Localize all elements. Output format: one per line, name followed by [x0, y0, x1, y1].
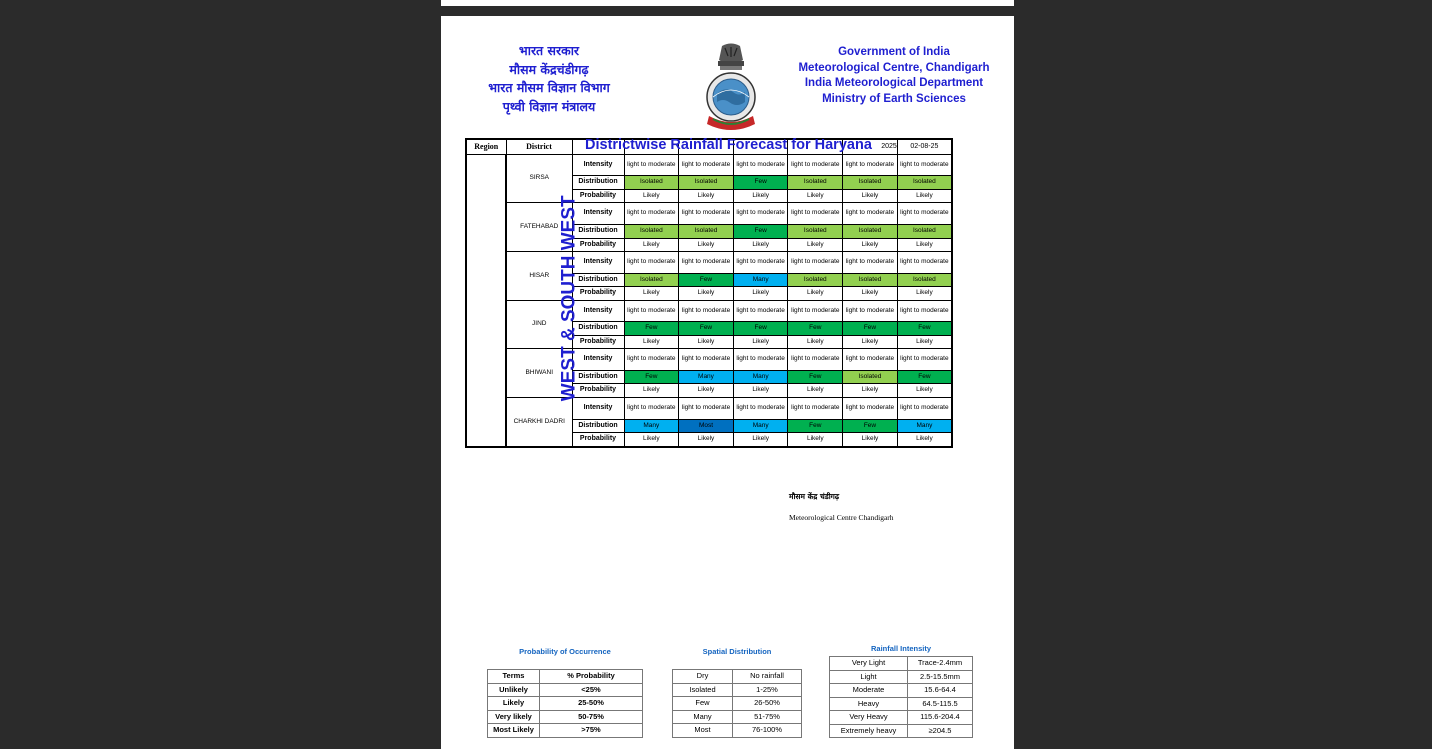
legend-cell: Light	[830, 670, 908, 684]
legend-cell: 51-75%	[733, 710, 802, 724]
intensity-cell: light to moderate	[897, 300, 952, 322]
parameter-label: Probability	[572, 335, 624, 349]
signature-hindi: मौसम केंद्र चंडीगढ़	[789, 492, 840, 501]
intensity-cell: light to moderate	[679, 349, 734, 371]
parameter-label: Probability	[572, 238, 624, 252]
intensity-cell: light to moderate	[897, 203, 952, 225]
parameter-label: Intensity	[572, 398, 624, 420]
parameter-label: Probability	[572, 433, 624, 447]
parameter-label: Distribution	[572, 370, 624, 384]
distribution-cell: Many	[897, 419, 952, 433]
intensity-cell: light to moderate	[843, 349, 898, 371]
intensity-legend-table	[829, 656, 973, 738]
intensity-cell: light to moderate	[733, 252, 788, 274]
hindi-header-line: मौसम केंद्रचंडीगढ़	[509, 61, 589, 77]
district-name: BHIWANI	[506, 349, 572, 398]
distribution-cell: Isolated	[843, 176, 898, 190]
legend-cell: 26-50%	[733, 697, 802, 711]
distribution-cell: Few	[897, 322, 952, 336]
intensity-cell: light to moderate	[733, 300, 788, 322]
legend-cell: Extremely heavy	[830, 724, 908, 738]
intensity-legend-title: Rainfall Intensity	[870, 644, 931, 653]
legend-cell: Many	[673, 710, 733, 724]
district-intensity-row	[466, 154, 952, 176]
distribution-cell: Few	[679, 273, 734, 287]
probability-cell: Likely	[843, 287, 898, 301]
intensity-cell: light to moderate	[843, 154, 898, 176]
parameter-label: Distribution	[572, 273, 624, 287]
distribution-cell: Many	[733, 370, 788, 384]
distribution-cell: Many	[679, 370, 734, 384]
legend-row	[488, 710, 643, 724]
parameter-label: Distribution	[572, 322, 624, 336]
intensity-cell: light to moderate	[843, 203, 898, 225]
region-label: WEST & SOUTH WEST	[558, 195, 580, 402]
distribution-cell: Isolated	[843, 224, 898, 238]
probability-cell: Likely	[679, 335, 734, 349]
distribution-cell: Isolated	[624, 176, 679, 190]
legend-header-cell: Terms	[488, 670, 540, 684]
intensity-cell: light to moderate	[679, 154, 734, 176]
forecast-title: Districtwise Rainfall Forecast for Haryana	[585, 137, 872, 153]
legend-header-row	[488, 670, 643, 684]
parameter-label: Probability	[572, 189, 624, 203]
probability-cell: Likely	[897, 238, 952, 252]
probability-cell: Likely	[843, 384, 898, 398]
distribution-cell: Few	[624, 322, 679, 336]
legend-cell: No rainfall	[733, 670, 802, 684]
legend-cell: 1-25%	[733, 683, 802, 697]
intensity-cell: light to moderate	[788, 398, 843, 420]
intensity-cell: light to moderate	[624, 349, 679, 371]
probability-cell: Likely	[843, 238, 898, 252]
signature-english: Meteorological Centre Chandigarh	[789, 513, 894, 522]
intensity-cell: light to moderate	[788, 300, 843, 322]
distribution-cell: Most	[679, 419, 734, 433]
national-emblem-logo	[703, 42, 759, 136]
district-intensity-row	[466, 203, 952, 225]
distribution-cell: Isolated	[843, 370, 898, 384]
distribution-cell: Few	[733, 322, 788, 336]
intensity-cell: light to moderate	[788, 203, 843, 225]
legend-cell: 50-75%	[540, 710, 643, 724]
legend-cell: Very Heavy	[830, 711, 908, 725]
distribution-cell: Isolated	[788, 176, 843, 190]
distribution-cell: Few	[624, 370, 679, 384]
probability-cell: Likely	[788, 384, 843, 398]
parameter-label: Intensity	[572, 349, 624, 371]
parameter-label: Intensity	[572, 252, 624, 274]
intensity-cell: light to moderate	[733, 349, 788, 371]
probability-cell: Likely	[624, 238, 679, 252]
parameter-label: Probability	[572, 384, 624, 398]
intensity-cell: light to moderate	[788, 349, 843, 371]
probability-cell: Likely	[733, 384, 788, 398]
district-intensity-row	[466, 300, 952, 322]
parameter-label: Distribution	[572, 224, 624, 238]
probability-legend-table	[487, 669, 643, 738]
legend-cell: Dry	[673, 670, 733, 684]
probability-cell: Likely	[679, 189, 734, 203]
legend-cell: Trace-2.4mm	[908, 657, 973, 671]
district-name: CHARKHI DADRI	[506, 398, 572, 447]
intensity-cell: light to moderate	[788, 252, 843, 274]
district-intensity-row	[466, 349, 952, 371]
district-name: FATEHABAD	[506, 203, 572, 252]
intensity-cell: light to moderate	[788, 154, 843, 176]
probability-cell: Likely	[733, 433, 788, 447]
probability-cell: Likely	[624, 384, 679, 398]
distribution-cell: Few	[897, 370, 952, 384]
distribution-cell: Isolated	[897, 273, 952, 287]
intensity-cell: light to moderate	[624, 300, 679, 322]
region-column-header: Region	[466, 139, 506, 154]
parameter-label: Probability	[572, 287, 624, 301]
legend-cell: 15.6-64.4	[908, 684, 973, 698]
probability-cell: Likely	[788, 189, 843, 203]
legend-cell: Likely	[488, 697, 540, 711]
legend-row	[673, 724, 802, 738]
legend-cell: Moderate	[830, 684, 908, 698]
distribution-cell: Isolated	[788, 273, 843, 287]
legend-cell: ≥204.5	[908, 724, 973, 738]
intensity-cell: light to moderate	[733, 154, 788, 176]
hindi-header-line: भारत मौसम विज्ञान विभाग	[488, 80, 610, 95]
english-header-line: Ministry of Earth Sciences	[822, 92, 966, 105]
probability-cell: Likely	[897, 433, 952, 447]
probability-cell: Likely	[733, 287, 788, 301]
legend-cell: 115.6-204.4	[908, 711, 973, 725]
intensity-cell: light to moderate	[897, 252, 952, 274]
probability-cell: Likely	[788, 238, 843, 252]
legend-cell: 64.5-115.5	[908, 697, 973, 711]
hindi-header-line: भारत सरकार	[518, 43, 580, 58]
probability-cell: Likely	[788, 287, 843, 301]
hindi-header-line: पृथ्वी विज्ञान मंत्रालय	[502, 98, 596, 114]
intensity-cell: light to moderate	[679, 300, 734, 322]
legend-cell: Very likely	[488, 710, 540, 724]
legend-header-cell: % Probability	[540, 670, 643, 684]
intensity-cell: light to moderate	[733, 203, 788, 225]
english-header	[789, 45, 999, 107]
parameter-label: Intensity	[572, 154, 624, 176]
intensity-cell: light to moderate	[843, 300, 898, 322]
distribution-cell: Isolated	[897, 224, 952, 238]
probability-cell: Likely	[624, 287, 679, 301]
intensity-cell: light to moderate	[679, 398, 734, 420]
distribution-cell: Many	[733, 273, 788, 287]
legend-row	[673, 710, 802, 724]
distribution-cell: Few	[788, 370, 843, 384]
district-intensity-row	[466, 252, 952, 274]
intensity-cell: light to moderate	[679, 203, 734, 225]
distribution-cell: Isolated	[897, 176, 952, 190]
date-column-header: 02-08-25	[897, 139, 952, 154]
probability-cell: Likely	[733, 189, 788, 203]
distribution-cell: Many	[733, 419, 788, 433]
intensity-cell: light to moderate	[897, 398, 952, 420]
distribution-cell: Isolated	[843, 273, 898, 287]
distribution-cell: Isolated	[788, 224, 843, 238]
previous-page-edge	[441, 0, 1014, 6]
district-name: JIND	[506, 300, 572, 349]
legend-cell: Few	[673, 697, 733, 711]
probability-cell: Likely	[679, 238, 734, 252]
intensity-cell: light to moderate	[733, 398, 788, 420]
legend-cell: Very Light	[830, 657, 908, 671]
legend-row	[830, 684, 973, 698]
intensity-cell: light to moderate	[897, 349, 952, 371]
district-name: HISAR	[506, 252, 572, 301]
intensity-cell: light to moderate	[679, 252, 734, 274]
spatial-legend-table	[672, 669, 802, 738]
legend-row	[830, 670, 973, 684]
district-name: SIRSA	[506, 154, 572, 203]
distribution-cell: Few	[679, 322, 734, 336]
probability-cell: Likely	[897, 287, 952, 301]
distribution-cell: Isolated	[679, 176, 734, 190]
legend-row	[488, 697, 643, 711]
legend-cell: Most Likely	[488, 724, 540, 738]
distribution-cell: Many	[624, 419, 679, 433]
distribution-cell: Few	[843, 322, 898, 336]
english-header-line: Meteorological Centre, Chandigarh	[798, 61, 990, 74]
legend-cell: 76-100%	[733, 724, 802, 738]
distribution-cell: Isolated	[624, 224, 679, 238]
forecast-table	[465, 138, 953, 448]
district-intensity-row	[466, 398, 952, 420]
probability-cell: Likely	[897, 335, 952, 349]
distribution-cell: Few	[788, 322, 843, 336]
legend-row	[488, 683, 643, 697]
probability-cell: Likely	[733, 238, 788, 252]
intensity-cell: light to moderate	[897, 154, 952, 176]
document-page	[441, 16, 1014, 749]
distribution-cell: Few	[733, 176, 788, 190]
legend-cell: 25-50%	[540, 697, 643, 711]
probability-cell: Likely	[788, 335, 843, 349]
probability-cell: Likely	[733, 335, 788, 349]
probability-cell: Likely	[897, 384, 952, 398]
parameter-label: Distribution	[572, 419, 624, 433]
legend-row	[673, 697, 802, 711]
probability-cell: Likely	[897, 189, 952, 203]
legend-cell: <25%	[540, 683, 643, 697]
probability-cell: Likely	[843, 189, 898, 203]
legend-row	[830, 711, 973, 725]
legend-cell: Heavy	[830, 697, 908, 711]
legend-row	[830, 697, 973, 711]
distribution-cell: Few	[843, 419, 898, 433]
distribution-cell: Isolated	[679, 224, 734, 238]
legend-cell: >75%	[540, 724, 643, 738]
probability-cell: Likely	[679, 384, 734, 398]
probability-cell: Likely	[624, 335, 679, 349]
english-header-line: Government of India	[838, 46, 950, 58]
probability-cell: Likely	[788, 433, 843, 447]
legend-row	[830, 657, 973, 671]
hindi-header	[459, 42, 639, 116]
distribution-cell: Isolated	[624, 273, 679, 287]
probability-cell: Likely	[843, 433, 898, 447]
probability-cell: Likely	[679, 287, 734, 301]
legend-cell: Most	[673, 724, 733, 738]
intensity-cell: light to moderate	[624, 154, 679, 176]
english-header-line: India Meteorological Department	[804, 77, 984, 89]
parameter-label: Intensity	[572, 300, 624, 322]
intensity-cell: light to moderate	[624, 252, 679, 274]
legend-row	[830, 724, 973, 738]
legend-row	[673, 683, 802, 697]
probability-legend-title: Probability of Occurrence	[519, 647, 611, 656]
legend-row	[673, 670, 802, 684]
parameter-label: Distribution	[572, 176, 624, 190]
legend-cell: Unlikely	[488, 683, 540, 697]
probability-cell: Likely	[624, 189, 679, 203]
legend-cell: Isolated	[673, 683, 733, 697]
probability-cell: Likely	[843, 335, 898, 349]
date-column-header: 2025	[843, 139, 898, 154]
probability-cell: Likely	[679, 433, 734, 447]
probability-cell: Likely	[624, 433, 679, 447]
intensity-cell: light to moderate	[624, 398, 679, 420]
distribution-cell: Few	[788, 419, 843, 433]
intensity-cell: light to moderate	[843, 398, 898, 420]
distribution-cell: Few	[733, 224, 788, 238]
intensity-cell: light to moderate	[843, 252, 898, 274]
legend-cell: 2.5-15.5mm	[908, 670, 973, 684]
parameter-label: Intensity	[572, 203, 624, 225]
spatial-legend-title: Spatial Distribution	[702, 647, 772, 656]
district-column-header: District	[506, 139, 572, 154]
legend-row	[488, 724, 643, 738]
intensity-cell: light to moderate	[624, 203, 679, 225]
